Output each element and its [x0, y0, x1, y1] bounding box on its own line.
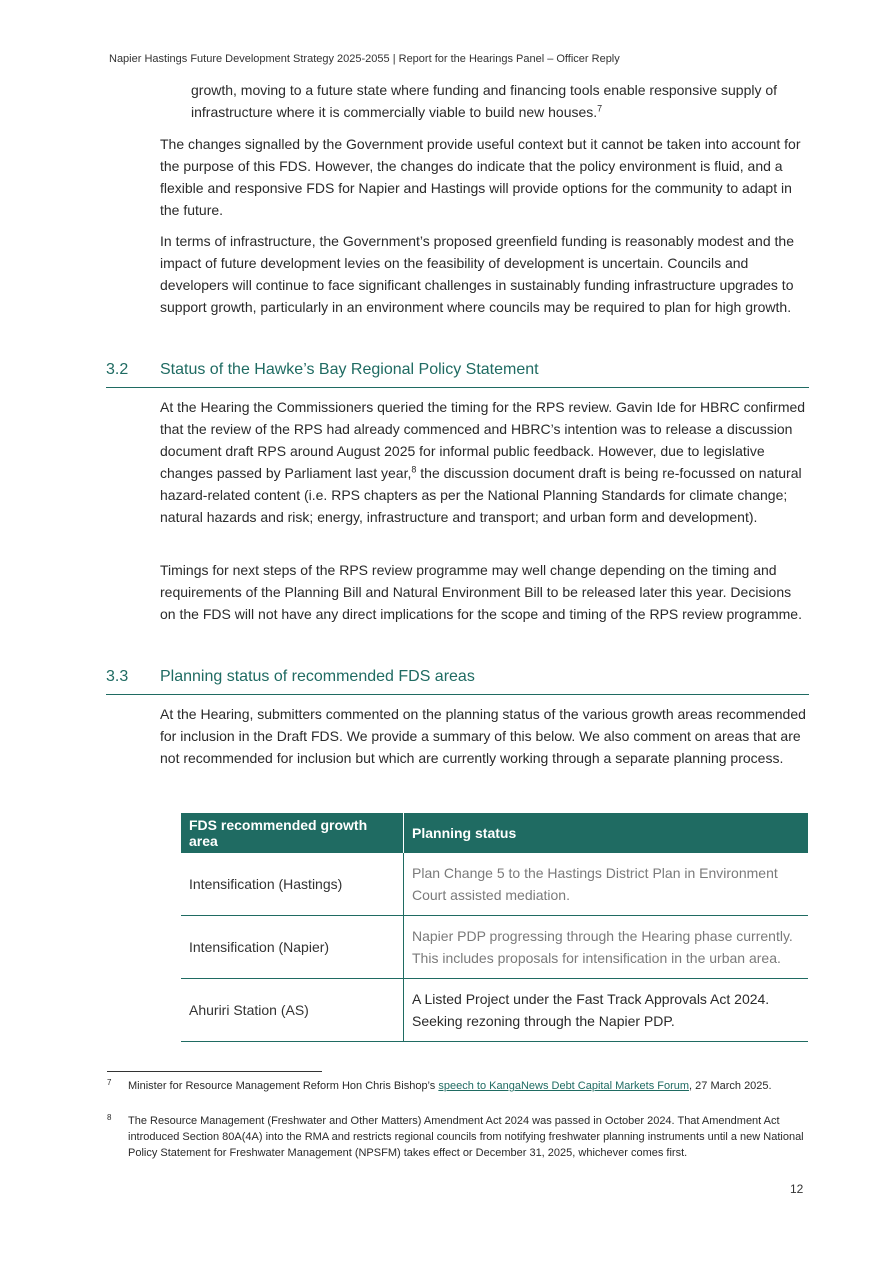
section-heading-3-2 — [106, 361, 809, 388]
page-number: 12 — [790, 1182, 804, 1196]
footnote-text-pre: Minister for Resource Management Reform Hon Chris Bishop’s — [128, 1080, 439, 1092]
footnote-text: The Resource Management (Freshwater and Other Matters) Amendment Act 2024 was passed in October 2024. That Amendment Act introduced Section 80A(4A) into the RMA and restricts regional councils from notifying freshwater planning instruments until a new National Policy Statement for Freshwater Management (NPSFM) takes effect or December 31, 2025, whichever comes first. — [128, 1115, 804, 1159]
section-number: 3.2 — [106, 361, 129, 378]
footnote-7 — [107, 1078, 807, 1112]
speech-link[interactable]: speech to KangaNews Debt Capital Markets Forum — [438, 1080, 690, 1092]
section-heading-3-3 — [106, 668, 809, 695]
footnote-mark: 8 — [107, 1113, 112, 1122]
section-title: Status of the Hawke’s Bay Regional Policy Statement — [160, 361, 539, 378]
paragraph-rps-review-part1: At the Hearing the Commissioners queried the timing for the RPS review. Gavin Ide for HBRC confirmed that the review of the RPS had already commenced and HBRC’s intention was to release a discussion document draft RPS around August 2025 for informal public feedback. However, due to legislative changes passed by Parliament last year, — [160, 399, 806, 481]
footnote-ref-7[interactable]: 7 — [597, 103, 603, 114]
growth-area-cell: Ahuriri Station (AS) — [181, 979, 404, 1042]
column-header-growth-area: FDS recommended growth area — [181, 813, 404, 853]
planning-status-cell: A Listed Project under the Fast Track Approvals Act 2024. Seeking rezoning through the Napier PDP. — [404, 979, 809, 1042]
planning-status-cell: Napier PDP progressing through the Hearing phase currently. This includes proposals for intensification in the urban area. — [404, 916, 809, 979]
table-header-row — [181, 813, 808, 853]
growth-area-cell: Intensification (Napier) — [181, 916, 404, 979]
paragraph-government-changes: The changes signalled by the Government provide useful context but it cannot be taken into account for the purpose of this FDS. However, the changes do indicate that the policy environment is fluid, and a flexible and responsive FDS for Napier and Hastings will provide options for the community to adapt in the future. — [160, 136, 801, 218]
growth-area-cell: Intensification (Hastings) — [181, 853, 404, 916]
table-row — [181, 853, 808, 916]
footnote-8 — [107, 1113, 807, 1179]
running-header: Napier Hastings Future Development Strategy 2025-2055 | Report for the Hearings Panel – Officer Reply — [109, 53, 620, 65]
footnote-mark: 7 — [107, 1078, 112, 1087]
footnote-text-post: , 27 March 2025. — [689, 1080, 772, 1092]
planning-status-table — [181, 813, 808, 1042]
paragraph-rps-review — [160, 396, 810, 528]
footnote-separator — [107, 1071, 322, 1072]
paragraph-planning-status: At the Hearing, submitters commented on the planning status of the various growth areas recommended for inclusion in the Draft FDS. We provide a summary of this below. We also comment on areas that are not recommended for inclusion but which are currently working through a separate planning process. — [160, 706, 806, 766]
footnote-text — [128, 1078, 808, 1094]
paragraph-rps-timings: Timings for next steps of the RPS review programme may well change depending on the timing and requirements of the Planning Bill and Natural Environment Bill to be released later this year. Decisions on the FDS will not have any direct implications for the scope and timing of the RPS review programme. — [160, 562, 802, 622]
continued-paragraph — [191, 79, 811, 123]
table-row — [181, 979, 808, 1042]
planning-status-cell: Plan Change 5 to the Hastings District Plan in Environment Court assisted mediation. — [404, 853, 809, 916]
continued-paragraph-text: growth, moving to a future state where funding and financing tools enable responsive supply of infrastructure where it is commercially viable to build new houses. — [191, 82, 778, 120]
section-title: Planning status of recommended FDS areas — [160, 668, 475, 685]
paragraph-infrastructure: In terms of infrastructure, the Government’s proposed greenfield funding is reasonably modest and the impact of future development levies on the feasibility of development is uncertain. Councils and developers will continue to face significant challenges in sustainably funding infrastructure upgrades to support growth, particularly in an environment where councils may be required to plan for high growth. — [160, 233, 794, 315]
paragraph-rps-review-part2: the discussion document draft is being re-focussed on natural hazard-related content (i.e. RPS chapters as per the National Planning Standards for climate change; natural hazards and risk; energy, infrastructure and transport; and urban form and development). — [160, 465, 802, 525]
section-number: 3.3 — [106, 668, 129, 685]
table-row — [181, 916, 808, 979]
column-header-planning-status: Planning status — [404, 813, 809, 853]
footnote-ref-8[interactable]: 8 — [411, 464, 417, 475]
